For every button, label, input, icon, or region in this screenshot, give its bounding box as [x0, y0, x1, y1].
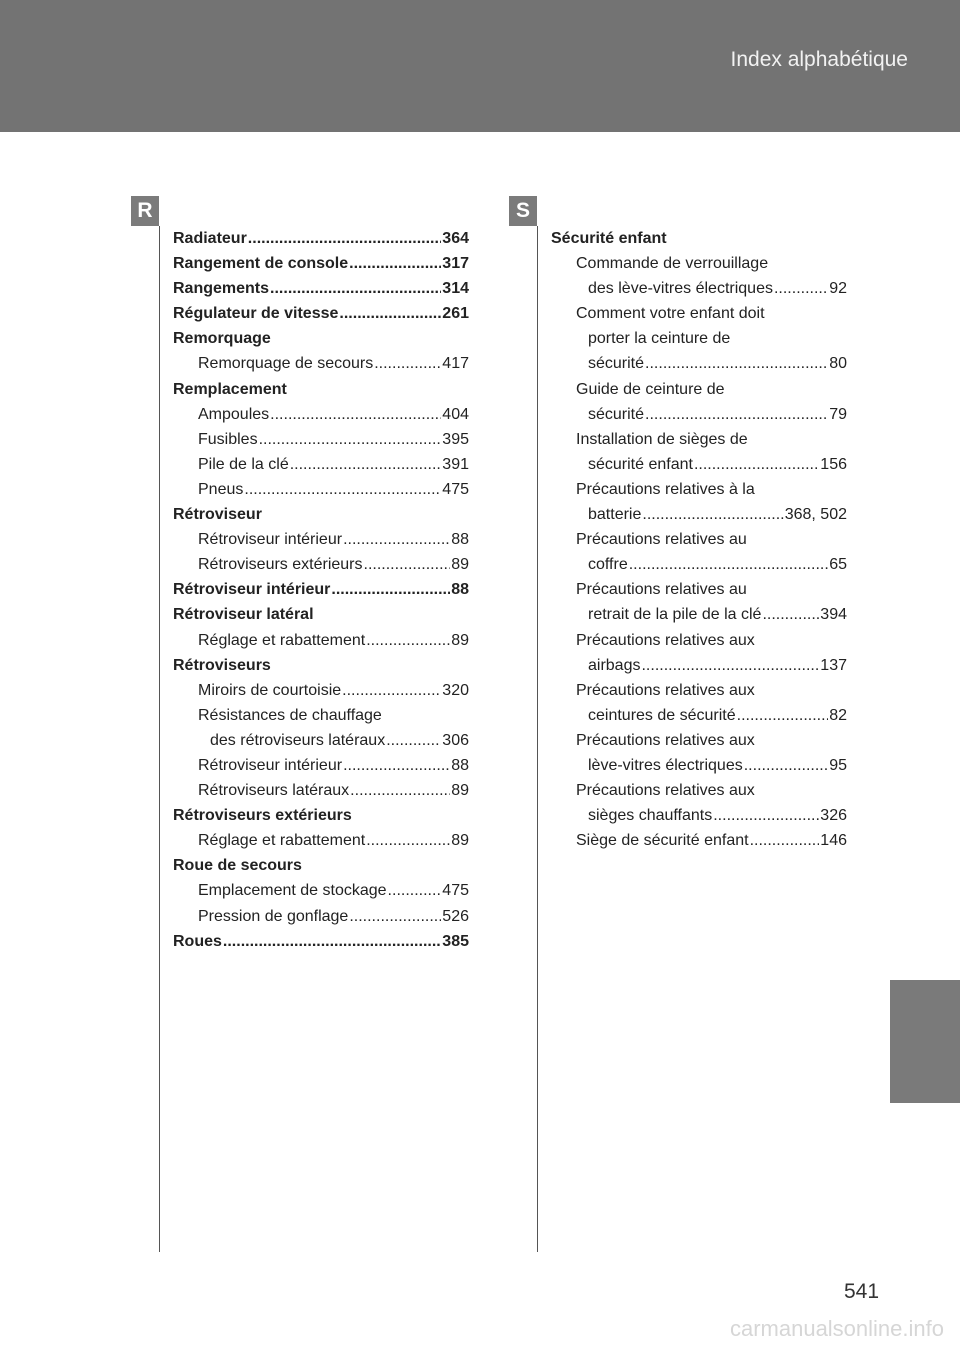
index-entry	[173, 251, 469, 276]
entry-term: Commande de verrouillage	[576, 255, 769, 273]
dot-leader	[366, 628, 450, 653]
entry-page: 137	[820, 656, 847, 674]
entry-page: 526	[442, 907, 469, 925]
entry-term: lève-vitres électriques	[588, 756, 743, 774]
section-badge-s: S	[509, 196, 537, 226]
index-entry	[551, 602, 847, 627]
dot-leader	[774, 276, 828, 301]
entry-term: batterie	[588, 506, 642, 524]
entry-term: Roues	[173, 932, 222, 950]
entry-page: 89	[451, 556, 469, 574]
entry-page: 92	[829, 280, 847, 298]
entry-term: Remorquage	[173, 330, 271, 348]
entry-page: 314	[442, 280, 469, 298]
entry-term: Installation de sièges de	[576, 430, 748, 448]
index-entry	[173, 828, 469, 853]
entry-page: 368, 502	[784, 506, 847, 524]
index-entry	[173, 326, 469, 351]
entry-page: 88	[451, 756, 469, 774]
entry-term: Rétroviseur intérieur	[173, 581, 331, 599]
chapter-tab	[890, 980, 960, 1103]
entry-page: 89	[451, 782, 469, 800]
entry-page: 417	[442, 355, 469, 373]
index-entry	[173, 577, 469, 602]
index-entry	[173, 377, 469, 402]
index-entry	[551, 628, 847, 653]
index-entry	[173, 853, 469, 878]
index-entry	[551, 502, 847, 527]
entry-term: Remorquage de secours	[198, 355, 374, 373]
entry-term: Rétroviseur intérieur	[198, 531, 343, 549]
entry-term: Précautions relatives à la	[576, 480, 755, 498]
entry-term: ceintures de sécurité	[588, 706, 736, 724]
entry-term: Rétroviseurs extérieurs	[198, 556, 363, 574]
entry-term: Guide de ceinture de	[576, 380, 725, 398]
entry-page: 156	[820, 455, 847, 473]
dot-leader	[713, 803, 819, 828]
dot-leader	[339, 301, 441, 326]
entry-page: 306	[442, 731, 469, 749]
index-entry	[173, 753, 469, 778]
index-entry	[551, 351, 847, 376]
entry-term: sécurité	[588, 355, 645, 373]
index-entry	[173, 653, 469, 678]
dot-leader	[388, 878, 442, 903]
index-entry	[173, 703, 469, 728]
entry-page: 88	[451, 531, 469, 549]
dot-leader	[342, 678, 441, 703]
entry-page: 475	[442, 882, 469, 900]
index-entry	[173, 226, 469, 251]
index-entry	[173, 878, 469, 903]
entry-term: Rétroviseurs	[173, 656, 271, 674]
entry-term: Réglage et rabattement	[198, 631, 366, 649]
entry-term: Sécurité enfant	[551, 230, 667, 247]
index-entry	[551, 427, 847, 452]
entry-term: Précautions relatives au	[576, 581, 747, 599]
dot-leader	[270, 276, 441, 301]
entry-page: 395	[442, 430, 469, 448]
dot-leader	[349, 251, 441, 276]
index-entry	[173, 602, 469, 627]
watermark: carmanualsonline.info	[729, 1316, 944, 1341]
index-entry	[173, 402, 469, 427]
index-entry	[551, 828, 847, 853]
header-bar	[0, 0, 960, 132]
dot-leader	[642, 502, 783, 527]
index-entry	[173, 527, 469, 552]
entry-term: Précautions relatives au	[576, 531, 747, 549]
entry-term: porter la ceinture de	[588, 330, 731, 348]
dot-leader	[645, 402, 828, 427]
index-entry	[551, 477, 847, 502]
entry-term: airbags	[588, 656, 641, 674]
entry-term: sécurité enfant	[588, 455, 693, 473]
index-column-r	[173, 226, 469, 954]
index-entry	[173, 427, 469, 452]
index-entry	[173, 301, 469, 326]
entry-term: Précautions relatives aux	[576, 731, 755, 749]
entry-term: Régulateur de vitesse	[173, 305, 339, 323]
index-entry	[551, 577, 847, 602]
index-entry	[173, 728, 469, 753]
dot-leader	[641, 653, 819, 678]
dot-leader	[645, 351, 828, 376]
dot-leader	[744, 753, 828, 778]
entry-term: Réglage et rabattement	[198, 832, 366, 850]
entry-page: 394	[820, 606, 847, 624]
index-entry	[551, 703, 847, 728]
dot-leader	[364, 552, 451, 577]
index-entry	[551, 452, 847, 477]
entry-term: Fusibles	[198, 430, 258, 448]
entry-term: Pile de la clé	[198, 455, 289, 473]
index-entry	[551, 226, 847, 251]
dot-leader	[349, 904, 441, 929]
index-entry	[551, 301, 847, 326]
dot-leader	[350, 778, 450, 803]
entry-term: Radiateur	[173, 230, 247, 247]
entry-term: Résistances de chauffage	[198, 706, 382, 724]
entry-term: retrait de la pile de la clé	[588, 606, 762, 624]
index-entry	[173, 452, 469, 477]
entry-term: Pression de gonflage	[198, 907, 349, 925]
dot-leader	[290, 452, 442, 477]
index-entry	[173, 276, 469, 301]
entry-term: des lève-vitres électriques	[588, 280, 773, 298]
index-entry	[173, 678, 469, 703]
index-entry	[551, 653, 847, 678]
entry-term: sécurité	[588, 405, 645, 423]
dot-leader	[629, 552, 828, 577]
entry-page: 80	[829, 355, 847, 373]
entry-term: Rétroviseurs extérieurs	[173, 807, 352, 825]
entry-page: 404	[442, 405, 469, 423]
index-entry	[173, 477, 469, 502]
index-column-s	[551, 226, 847, 853]
entry-page: 320	[442, 681, 469, 699]
dot-leader	[750, 828, 820, 853]
index-entry	[551, 778, 847, 803]
entry-term: Roue de secours	[173, 857, 302, 875]
dot-leader	[259, 427, 442, 452]
dot-leader	[343, 527, 450, 552]
entry-term: Remplacement	[173, 380, 287, 398]
entry-page: 65	[829, 556, 847, 574]
entry-page: 391	[442, 455, 469, 473]
index-entry	[173, 803, 469, 828]
dot-leader	[386, 728, 441, 753]
entry-page: 89	[451, 832, 469, 850]
section-badge-r: R	[131, 196, 159, 226]
dot-leader	[343, 753, 450, 778]
dot-leader	[737, 703, 829, 728]
column-rule-s	[537, 226, 538, 1252]
entry-page: 82	[829, 706, 847, 724]
entry-term: des rétroviseurs latéraux	[210, 731, 386, 749]
dot-leader	[223, 929, 441, 954]
index-entry	[173, 778, 469, 803]
index-entry	[551, 728, 847, 753]
index-entry	[551, 251, 847, 276]
entry-term: Ampoules	[198, 405, 270, 423]
entry-page: 326	[820, 807, 847, 825]
dot-leader	[374, 351, 441, 376]
index-entry	[173, 552, 469, 577]
entry-page: 79	[829, 405, 847, 423]
index-entry	[173, 502, 469, 527]
dot-leader	[248, 226, 442, 251]
index-entry	[173, 628, 469, 653]
entry-page: 317	[442, 255, 469, 273]
entry-term: Rétroviseur latéral	[173, 606, 314, 624]
entry-term: Comment votre enfant doit	[576, 305, 765, 323]
dot-leader	[366, 828, 450, 853]
index-entry	[551, 803, 847, 828]
entry-term: Précautions relatives aux	[576, 782, 755, 800]
index-entry	[173, 351, 469, 376]
index-entry	[551, 276, 847, 301]
entry-page: 95	[829, 756, 847, 774]
entry-page: 146	[820, 832, 847, 850]
entry-term: Rétroviseur intérieur	[198, 756, 343, 774]
entry-page: 261	[442, 305, 469, 323]
entry-page: 88	[451, 581, 469, 599]
entry-term: Rétroviseurs latéraux	[198, 782, 350, 800]
entry-term: Précautions relatives aux	[576, 631, 755, 649]
entry-term: coffre	[588, 556, 628, 574]
entry-term: Siège de sécurité enfant	[576, 832, 749, 850]
entry-term: Rétroviseur	[173, 506, 262, 524]
dot-leader	[331, 577, 450, 602]
index-entry	[551, 326, 847, 351]
entry-term: sièges chauffants	[588, 807, 713, 825]
entry-term: Rangement de console	[173, 255, 349, 273]
entry-page: 89	[451, 631, 469, 649]
dot-leader	[694, 452, 819, 477]
index-entry	[551, 552, 847, 577]
entry-page: 475	[442, 480, 469, 498]
entry-term: Miroirs de courtoisie	[198, 681, 342, 699]
entry-term: Précautions relatives aux	[576, 681, 755, 699]
index-entry	[551, 678, 847, 703]
index-entry	[173, 904, 469, 929]
dot-leader	[762, 602, 819, 627]
index-entry	[551, 402, 847, 427]
entry-term: Rangements	[173, 280, 270, 298]
column-rule-r	[159, 226, 160, 1252]
dot-leader	[270, 402, 441, 427]
index-entry	[173, 929, 469, 954]
header-title: Index alphabétique	[730, 48, 908, 71]
entry-page: 364	[442, 230, 469, 247]
page-number: 541	[844, 1280, 880, 1303]
index-entry	[551, 753, 847, 778]
dot-leader	[244, 477, 441, 502]
index-entry	[551, 377, 847, 402]
entry-term: Emplacement de stockage	[198, 882, 387, 900]
entry-page: 385	[442, 932, 469, 950]
index-entry	[551, 527, 847, 552]
entry-term: Pneus	[198, 480, 244, 498]
